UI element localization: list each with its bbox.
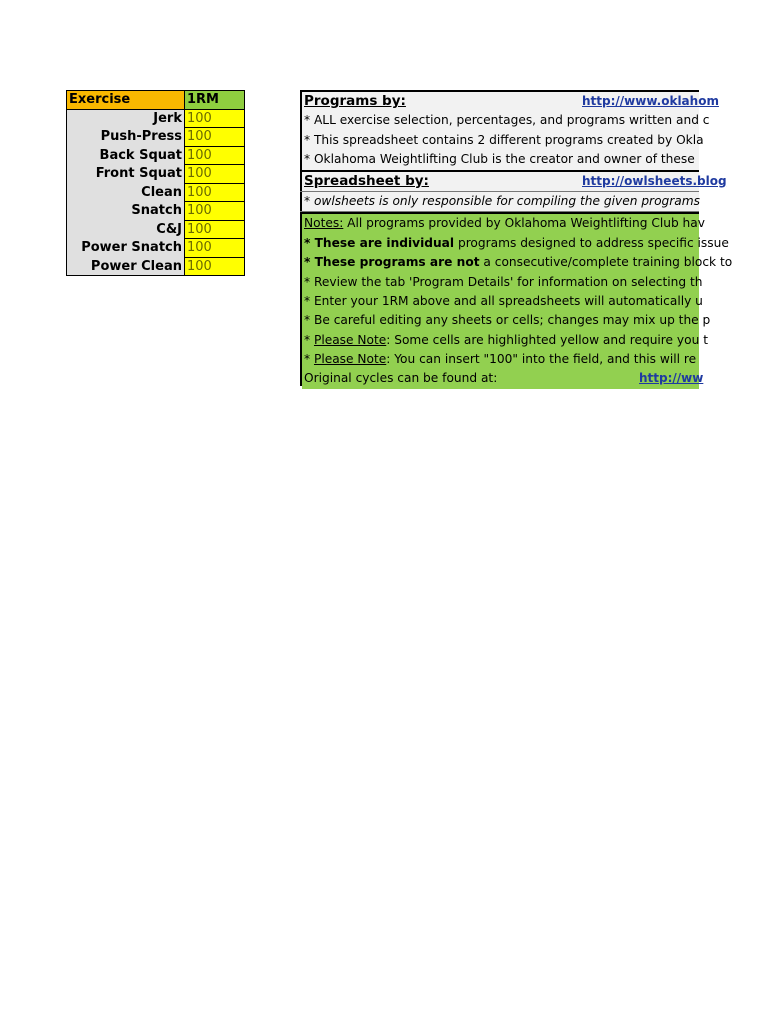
- notes-yellow-text: : Some cells are highlighted yellow and require you t: [386, 332, 708, 347]
- notes-individual-row: [302, 234, 729, 253]
- table-row: [67, 146, 245, 165]
- table-row: [67, 239, 245, 258]
- notes-enter-row: * Enter your 1RM above and all spreadsheets will automatically u: [304, 293, 703, 308]
- table-row: [67, 109, 245, 128]
- rm-value-cell[interactable]: 100: [185, 128, 245, 147]
- programs-link[interactable]: http://www.oklahom: [582, 94, 719, 108]
- programs-section: [302, 92, 719, 170]
- spreadsheet-link[interactable]: http://owlsheets.blog: [582, 173, 727, 188]
- notes-not-complete-prefix: * These programs are not: [304, 255, 480, 270]
- exercise-name-cell: C&J: [67, 220, 185, 239]
- programs-line: * ALL exercise selection, percentages, and programs written and c: [304, 113, 710, 128]
- programs-header-row: [302, 92, 719, 111]
- spreadsheet-title: Spreadsheet by:: [304, 172, 429, 189]
- please-note-label: Please Note: [313, 352, 387, 367]
- programs-title: Programs by:: [304, 93, 406, 109]
- table-row: [67, 128, 245, 147]
- exercise-name-cell: Power Snatch: [67, 239, 185, 258]
- exercise-column-header: Exercise: [67, 91, 185, 110]
- rm-value-cell[interactable]: 100: [185, 239, 245, 258]
- rm-value-cell[interactable]: 100: [185, 183, 245, 202]
- notes-yellow-row: * Please Note: Some cells are highlighted yellow and require you t: [304, 332, 708, 347]
- table-header-row: [67, 91, 245, 110]
- rm-value-cell[interactable]: 100: [185, 220, 245, 239]
- one-rep-max-table: [66, 90, 245, 276]
- notes-insert-text: : You can insert "100" into the field, and this will re: [386, 352, 697, 367]
- table-row: [67, 257, 245, 276]
- rm-value-cell[interactable]: 100: [185, 202, 245, 221]
- rm-value-cell[interactable]: 100: [185, 109, 245, 128]
- exercise-name-cell: Snatch: [67, 202, 185, 221]
- notes-intro-text: All programs provided by Oklahoma Weightlifting Club hav: [343, 216, 705, 231]
- notes-insert-row: * Please Note: You can insert "100" into the field, and this will re: [304, 352, 697, 367]
- table-row: [67, 183, 245, 202]
- notes-review-row: * Review the tab 'Program Details' for information on selecting th: [304, 274, 703, 289]
- notes-not-complete-rest: a consecutive/complete training block to: [479, 255, 733, 270]
- original-cycles-label: Original cycles can be found at:: [304, 371, 498, 386]
- program-info-panel: [300, 90, 733, 386]
- table-row: [67, 165, 245, 184]
- notes-label: Notes:: [304, 216, 344, 231]
- exercise-name-cell: Back Squat: [67, 146, 185, 165]
- table-row: [67, 202, 245, 221]
- exercise-name-cell: Jerk: [67, 109, 185, 128]
- notes-not-complete-row: [302, 253, 733, 272]
- rm-column-header: 1RM: [185, 91, 245, 110]
- spreadsheet-section: [302, 170, 727, 213]
- rm-value-cell[interactable]: 100: [185, 165, 245, 184]
- programs-line: * This spreadsheet contains 2 different programs created by Okla: [304, 132, 704, 147]
- spreadsheet-header-row: [302, 172, 727, 191]
- rm-value-cell[interactable]: 100: [185, 146, 245, 165]
- exercise-name-cell: Power Clean: [67, 257, 185, 276]
- notes-intro-row: [302, 214, 705, 233]
- rm-value-cell[interactable]: 100: [185, 257, 245, 276]
- notes-individual-rest: programs designed to address specific issue: [454, 235, 729, 250]
- notes-individual-word: individual: [386, 235, 455, 250]
- please-note-label: Please Note: [313, 332, 387, 347]
- exercise-name-cell: Front Squat: [67, 165, 185, 184]
- original-cycles-link[interactable]: http://ww: [639, 371, 704, 386]
- notes-careful-row: * Be careful editing any sheets or cells; changes may mix up the p: [304, 313, 711, 328]
- exercise-name-cell: Push-Press: [67, 128, 185, 147]
- table-row: [67, 220, 245, 239]
- programs-line: * Oklahoma Weightlifting Club is the creator and owner of these: [304, 152, 695, 167]
- notes-original-row: [302, 369, 704, 388]
- spreadsheet-note: * owlsheets is only responsible for compiling the given programs: [300, 191, 699, 212]
- exercise-name-cell: Clean: [67, 183, 185, 202]
- notes-individual-prefix: * These are: [304, 235, 387, 250]
- notes-section: [302, 212, 733, 389]
